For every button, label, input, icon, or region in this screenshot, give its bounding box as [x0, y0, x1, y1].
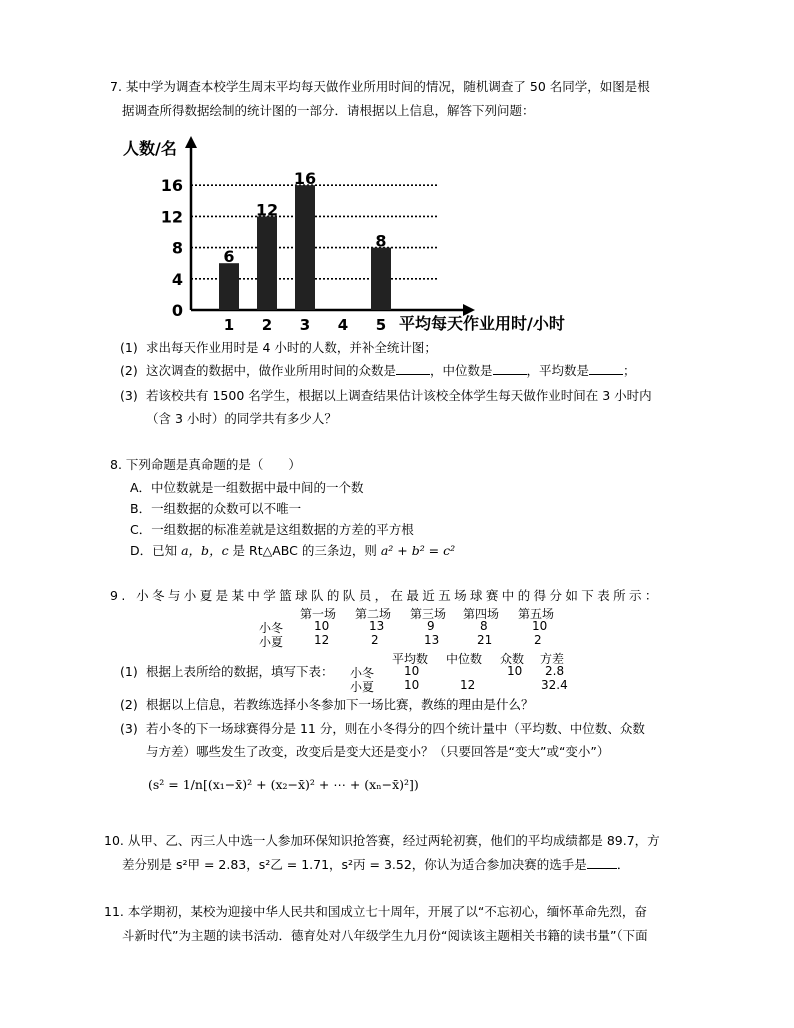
q9-part2-text: 根据以上信息，若教练选择小冬参加下一场比赛，教练的理由是什么？	[146, 697, 534, 712]
q9-part2-num: (2)	[120, 697, 138, 712]
q9-part3-num: (3)	[120, 721, 138, 736]
y-tick-label-16: 16	[160, 176, 183, 196]
q7-part2-num: (2)	[120, 363, 138, 378]
q9-table2-header-1: 平均数	[392, 652, 429, 666]
q9-table1-header-2: 第二场	[355, 607, 392, 621]
q7-stem-line1: 7. 某中学为调查本校学生周末平均每天做作业所用时间的情况，随机调查了 50 名同学，如图是根	[110, 79, 650, 94]
y-tick-label-8: 8	[171, 238, 183, 258]
q8-option-c: C．一组数据的标准差就是这组数据的方差的平方根	[130, 522, 414, 537]
x-tick-label-3: 3	[299, 316, 311, 334]
q9-table1-header-5: 第五场	[518, 607, 555, 621]
q9-part1-text: 根据上表所给的数据，填写下表：	[146, 664, 334, 679]
q7-part1-num: (1)	[120, 340, 138, 355]
q8-option-d-mid: 是 Rt△ABC 的三条边，则	[228, 543, 381, 558]
answer-blank-median[interactable]	[493, 362, 527, 375]
q11-line1: 11. 本学期初，某校为迎接中华人民共和国成立七十周年，开展了以“不忘初心，缅怀革命先烈，奋	[104, 904, 647, 919]
q9-table1-row1-val4: 8	[480, 619, 488, 633]
q7-part2-text-b: ，中位数是	[430, 363, 493, 378]
q9-table1-row2-val3: 13	[424, 633, 440, 647]
q7-part2-line	[146, 361, 636, 381]
q9-part3-line1: 若小冬的下一场球赛得分是 11 分，则在小冬得分的四个统计量中（平均数、中位数、众数	[146, 721, 645, 736]
q7-part3-line2: （含 3 小时）的同学共有多少人？	[146, 411, 337, 426]
q9-table1-row2-val5: 2	[534, 633, 542, 647]
q9-table2-row2-median: 12	[460, 678, 476, 692]
q9-table1-row1-name: 小冬	[259, 621, 284, 635]
y-tick-label-4: 4	[171, 269, 183, 289]
q9-stem: 9. 小冬与小夏是某中学篮球队的队员，在最近五场球赛中的得分如下表所示：	[110, 588, 661, 603]
q9-table1-header-4: 第四场	[463, 607, 500, 621]
q10-line2-end: ．	[616, 857, 630, 872]
y-tick-label-12: 12	[160, 207, 183, 227]
q9-table1-header-3: 第三场	[410, 607, 447, 621]
q9-part3-line2: 与方差）哪些发生了改变，改变后是变大还是变小？（只要回答是“变大”或“变小”）	[146, 744, 610, 759]
q9-part1-num: (1)	[120, 664, 138, 679]
q7-part3-line1: 若该校共有 1500 名学生，根据以上调查结果估计该校全体学生每天做作业时间在 3 小时内	[146, 388, 652, 403]
x-tick-label-4: 4	[337, 316, 349, 334]
q7-part3-num: (3)	[120, 388, 138, 403]
q7-part2-text-a: 这次调查的数据中，做作业所用时间的众数是	[146, 363, 397, 378]
q9-table1-row2-val1: 12	[314, 633, 330, 647]
q9-table2-row1-variance: 2.8	[545, 664, 565, 678]
q9-table1-header-1: 第一场	[300, 607, 337, 621]
answer-blank-mode[interactable]	[396, 362, 430, 375]
q8-option-d-pre: D．已知	[130, 543, 182, 558]
q9-table2-header-2: 中位数	[446, 652, 483, 666]
q7-part1-text: 求出每天作业用时是 4 小时的人数，并补全统计图；	[146, 340, 437, 355]
q9-table1-row2-name: 小夏	[259, 635, 284, 649]
q11-line2: 斗新时代”为主题的读书活动．德育处对八年级学生九月份“阅读该主题相关书籍的读书量”（下面	[122, 928, 648, 943]
bar-label-2: 12	[255, 200, 279, 220]
q9-table1-row2-val4: 21	[477, 633, 493, 647]
q8-option-d-equation: a² + b² = c²	[380, 543, 456, 558]
q9-table1-row1-val2: 13	[369, 619, 385, 633]
bar-5	[371, 248, 391, 310]
q9-table2-header-3: 众数	[500, 652, 525, 666]
q10-line1: 10. 从甲、乙、丙三人中选一人参加环保知识抢答赛，经过两轮初赛，他们的平均成绩都是 89.7，方	[104, 833, 660, 848]
q9-table2-row2-variance: 32.4	[541, 678, 568, 692]
q9-table2-header-4: 方差	[540, 652, 565, 666]
q9-table1-row2-val2: 2	[371, 633, 379, 647]
q7-bar-chart	[115, 134, 615, 339]
q8-option-d-vars: a，b，c	[181, 543, 229, 558]
y-tick-label-0: 0	[171, 301, 183, 320]
q9-table2-row1-mean: 10	[404, 664, 420, 678]
q8-option-d	[130, 541, 455, 561]
q9-table2-row2-mean: 10	[404, 678, 420, 692]
q10-line2	[122, 855, 629, 875]
x-tick-label-1: 1	[223, 316, 235, 334]
bar-label-3: 16	[293, 169, 317, 189]
q9-table1-row1-val5: 10	[532, 619, 548, 633]
q9-table2-row2-name: 小夏	[350, 680, 375, 694]
q8-option-a: A．中位数就是一组数据中最中间的一个数	[130, 480, 364, 495]
q9-table2-row1-mode: 10	[507, 664, 523, 678]
q10-line2-text: 差分别是 s²甲 = 2.83，s²乙 = 1.71，s²丙 = 3.52，你认为适合参加决赛的选手是	[122, 857, 587, 872]
q9-table1-row1-val3: 9	[427, 619, 435, 633]
bar-2	[257, 216, 277, 310]
x-tick-label-2: 2	[261, 316, 273, 334]
bar-label-1: 6	[223, 247, 235, 267]
q9-variance-formula: (s² = 1/n[(x₁−x̄)² + (x₂−x̄)² + ⋯ + (xₙ−x̄)²])	[148, 777, 419, 792]
answer-blank-mean[interactable]	[589, 362, 623, 375]
x-axis-label: 平均每天作业用时/小时	[399, 314, 565, 333]
q9-table1-row1-val1: 10	[314, 619, 330, 633]
q7-part2-text-c: ，平均数是	[526, 363, 590, 378]
bar-1	[219, 263, 239, 310]
answer-blank-contestant[interactable]	[587, 856, 617, 869]
x-tick-label-5: 5	[375, 316, 387, 334]
q8-option-b: B．一组数据的众数可以不唯一	[130, 501, 302, 516]
y-axis-label: 人数/名	[123, 139, 177, 158]
bar-label-5: 8	[375, 231, 387, 251]
y-axis-arrow	[185, 136, 197, 148]
q9-table2-row1-name: 小冬	[350, 666, 375, 680]
q7-stem-line2: 据调查所得数据绘制的统计图的一部分．请根据以上信息，解答下列问题：	[122, 103, 535, 118]
bar-3	[295, 185, 315, 310]
q7-part2-text-d: ；	[623, 363, 636, 378]
q8-stem: 8. 下列命题是真命题的是（ ）	[110, 457, 301, 472]
